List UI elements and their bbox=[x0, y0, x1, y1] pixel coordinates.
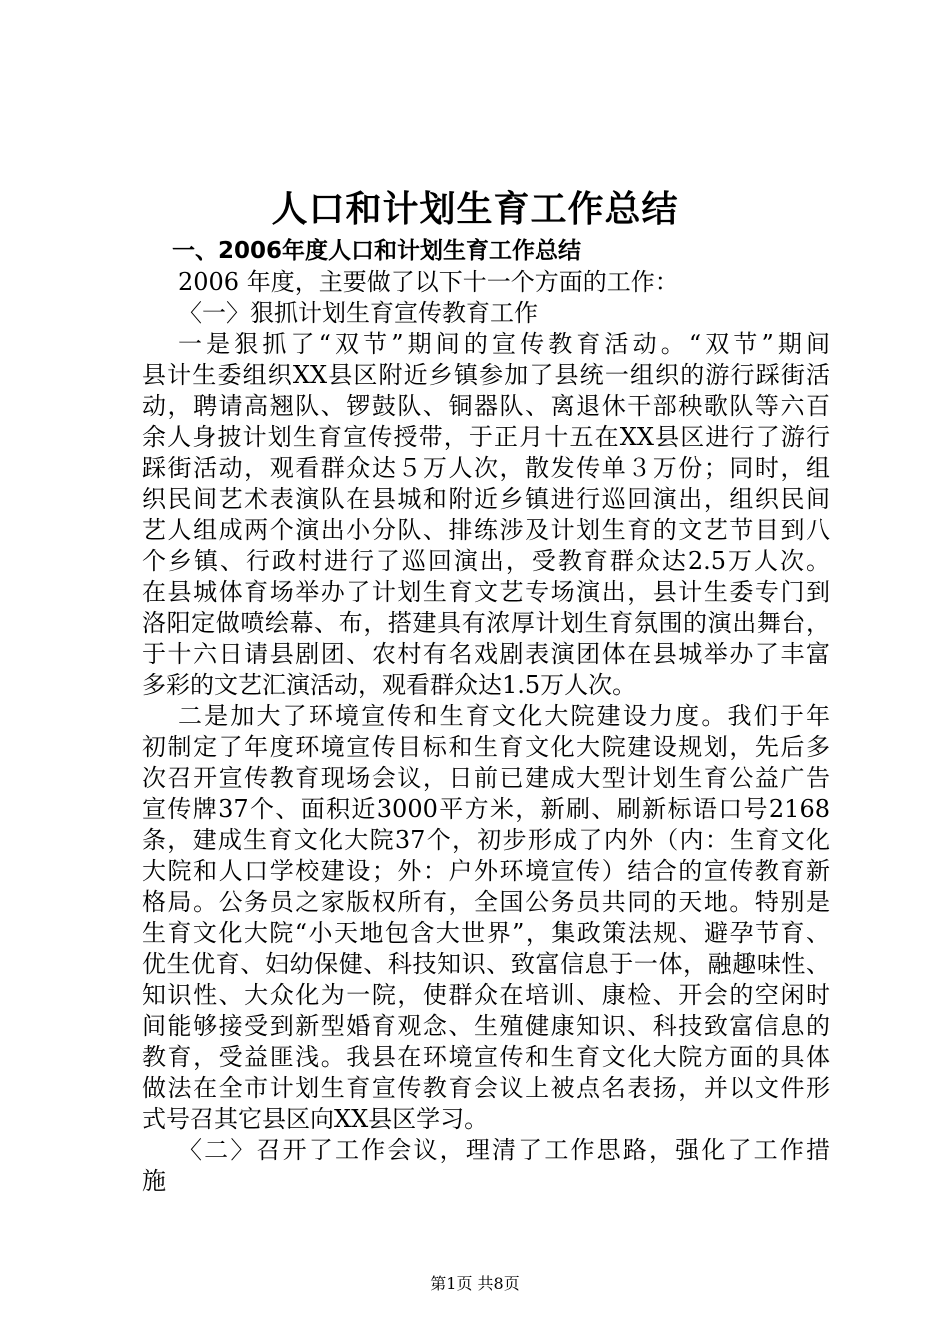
paragraph-line: 县计生委组织XX县区附近乡镇参加了县统一组织的游行踩街活 bbox=[142, 361, 830, 389]
paragraph-line: 洛阳定做喷绘幕、布，搭建具有浓厚计划生育氛围的演出舞台， bbox=[142, 609, 830, 637]
paragraph-line: 教育，受益匪浅。我县在环境宣传和生育文化大院方面的具体 bbox=[142, 1043, 830, 1071]
paragraph-line: 间能够接受到新型婚育观念、生殖健康知识、科技致富信息的 bbox=[142, 1012, 830, 1040]
subsection-heading: 〈一〉狠抓计划生育宣传教育工作 bbox=[178, 299, 538, 327]
paragraph-line: 于十六日请县剧团、农村有名戏剧表演团体在县城举办了丰富 bbox=[142, 640, 830, 668]
paragraph-line: 次召开宣传教育现场会议，日前已建成大型计划生育公益广告 bbox=[142, 764, 830, 792]
paragraph-line: 在县城体育场举办了计划生育文艺专场演出，县计生委专门到 bbox=[142, 578, 830, 606]
subsection-heading-continued: 施 bbox=[142, 1167, 166, 1195]
document-title: 人口和计划生育工作总结 bbox=[271, 188, 679, 230]
paragraph-line: 做法在全市计划生育宣传教育会议上被点名表扬，并以文件形 bbox=[142, 1074, 830, 1102]
paragraph-line: 艺人组成两个演出小分队、排练涉及计划生育的文艺节目到八 bbox=[142, 516, 830, 544]
paragraph-line: 式号召其它县区向XX县区学习。 bbox=[142, 1105, 489, 1133]
paragraph-line: 一是狠抓了“双节”期间的宣传教育活动。“双节”期间 bbox=[178, 330, 830, 358]
paragraph-line: 生育文化大院“小天地包含大世界”，集政策法规、避孕节育、 bbox=[142, 919, 830, 947]
paragraph-line: 宣传牌37个、面积近3000平方米，新刷、刷新标语口号2168 bbox=[142, 795, 830, 823]
paragraph-line: 优生优育、妇幼保健、科技知识、致富信息于一体，融趣味性、 bbox=[142, 950, 830, 978]
document-body bbox=[142, 236, 830, 1197]
paragraph-line: 大院和人口学校建设；外：户外环境宣传）结合的宣传教育新 bbox=[142, 857, 830, 885]
paragraph-line: 动，聘请高翘队、锣鼓队、铜器队、离退休干部秧歌队等六百 bbox=[142, 392, 830, 420]
paragraph-line: 初制定了年度环境宣传目标和生育文化大院建设规划，先后多 bbox=[142, 733, 830, 761]
paragraph-line: 条，建成生育文化大院37个，初步形成了内外（内：生育文化 bbox=[142, 826, 830, 854]
paragraph-line: 知识性、大众化为一院，使群众在培训、康检、开会的空闲时 bbox=[142, 981, 830, 1009]
paragraph-line: 踩街活动，观看群众达５万人次，散发传单３万份；同时，组 bbox=[142, 454, 830, 482]
paragraph-line: 织民间艺术表演队在县城和附近乡镇进行巡回演出，组织民间 bbox=[142, 485, 830, 513]
section-heading: 一、2006年度人口和计划生育工作总结 bbox=[172, 238, 582, 264]
paragraph-line: 格局。公务员之家版权所有，全国公务员共同的天地。特别是 bbox=[142, 888, 830, 916]
subsection-heading: 〈二〉召开了工作会议，理清了工作思路，强化了工作措 bbox=[178, 1136, 830, 1164]
paragraph-line: 2006 年度，主要做了以下十一个方面的工作： bbox=[178, 268, 679, 296]
paragraph-line: 个乡镇、行政村进行了巡回演出，受教育群众达2.5万人次。 bbox=[142, 547, 830, 575]
page-number-footer: 第1页 共8页 bbox=[430, 1274, 520, 1293]
paragraph-line: 余人身披计划生育宣传授带，于正月十五在XX县区进行了游行 bbox=[142, 423, 830, 451]
paragraph-line: 多彩的文艺汇演活动，观看群众达1.5万人次。 bbox=[142, 671, 637, 699]
paragraph-line: 二是加大了环境宣传和生育文化大院建设力度。我们于年 bbox=[178, 702, 830, 730]
